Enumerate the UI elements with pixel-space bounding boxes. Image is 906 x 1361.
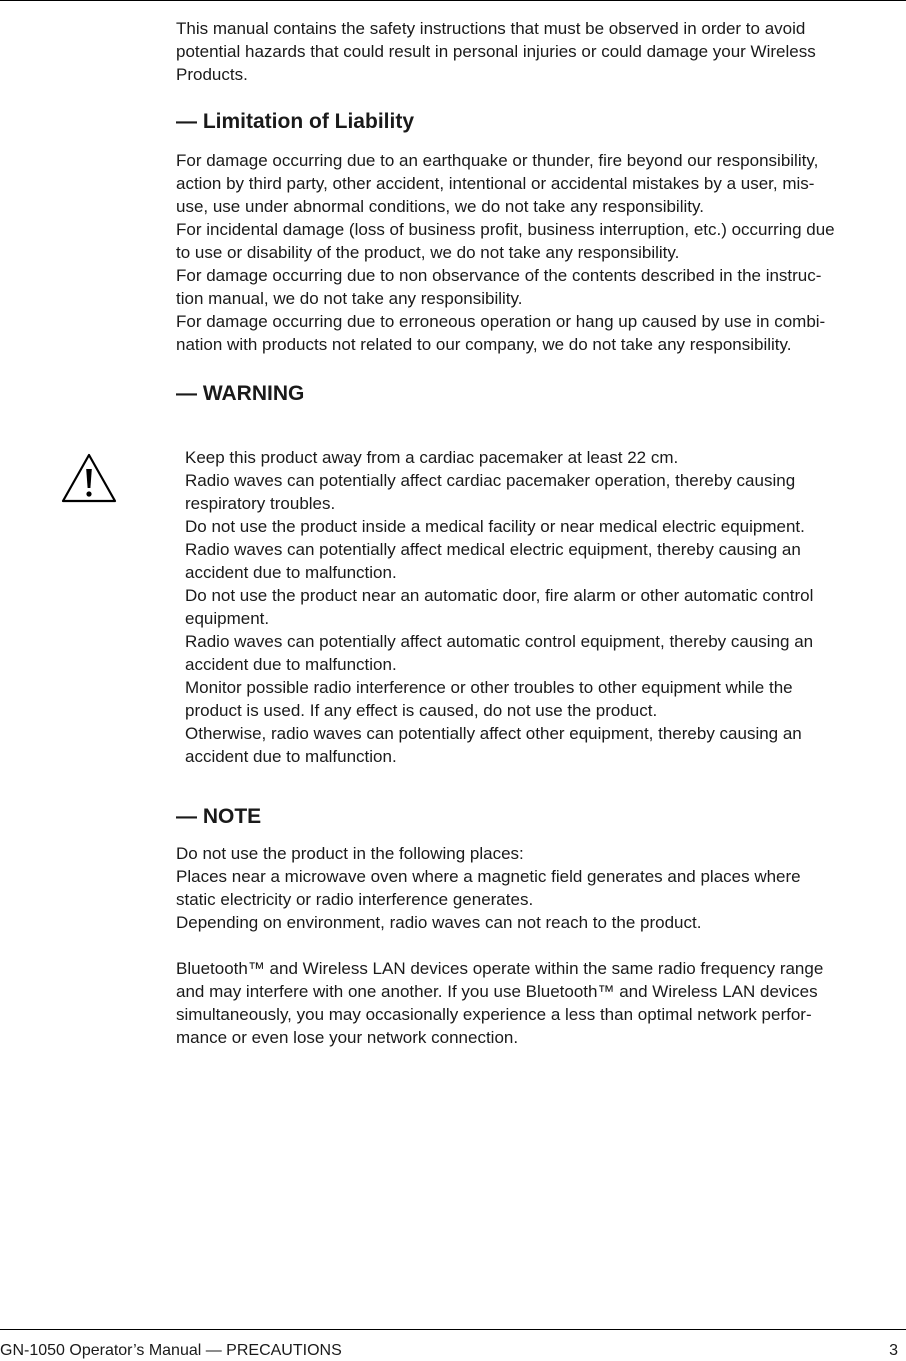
note-line: Bluetooth™ and Wireless LAN devices operate within the same radio frequency range [176,959,824,978]
main-content [176,17,896,407]
warning-line: Radio waves can potentially affect cardiac pacemaker operation, thereby causing [185,471,796,490]
warning-paragraph [185,446,900,768]
liability-heading: — Limitation of Liability [176,110,414,133]
warning-line: Do not use the product inside a medical facility or near medical electric equipment. [185,517,805,536]
warning-heading: — WARNING [176,382,305,405]
liability-line: tion manual, we do not take any responsibility. [176,289,523,308]
warning-line: Radio waves can potentially affect medical electric equipment, thereby causing an [185,540,801,559]
intro-line: Products. [176,65,248,84]
liability-line: use, use under abnormal conditions, we do not take any responsibility. [176,197,704,216]
intro-line: potential hazards that could result in personal injuries or could damage your Wireless [176,42,816,61]
liability-line: action by third party, other accident, intentional or accidental mistakes by a user, mis- [176,174,815,193]
note-line: simultaneously, you may occasionally experience a less than optimal network perfor- [176,1005,812,1024]
warning-line: equipment. [185,609,270,628]
warning-line: Monitor possible radio interference or other troubles to other equipment while the [185,678,793,697]
note-line: Depending on environment, radio waves can not reach to the product. [176,913,702,932]
warning-line: accident due to malfunction. [185,563,397,582]
top-divider [0,0,906,1]
note-line: static electricity or radio interference generates. [176,890,534,909]
warning-triangle-icon [60,452,118,504]
footer-divider [0,1329,906,1330]
page-number: 3 [889,1342,898,1359]
warning-line: Keep this product away from a cardiac pacemaker at least 22 cm. [185,448,679,467]
warning-line: Otherwise, radio waves can potentially affect other equipment, thereby causing an [185,724,802,743]
note-line: mance or even lose your network connection. [176,1028,519,1047]
note-line: Places near a microwave oven where a magnetic field generates and places where [176,867,801,886]
footer-title: GN-1050 Operator’s Manual — PRECAUTIONS [0,1342,342,1359]
note-line: Do not use the product in the following places: [176,844,524,863]
paragraph-spacer [176,934,896,957]
liability-paragraph [176,149,896,356]
warning-line: respiratory troubles. [185,494,336,513]
liability-line: to use or disability of the product, we do not take any responsibility. [176,243,680,262]
liability-line: nation with products not related to our company, we do not take any responsibility. [176,335,792,354]
intro-paragraph [176,17,896,86]
liability-line: For damage occurring due to non observance of the contents described in the instruc- [176,266,822,285]
warning-line: accident due to malfunction. [185,747,397,766]
note-heading: — NOTE [176,805,262,828]
warning-line: Do not use the product near an automatic door, fire alarm or other automatic control [185,586,814,605]
warning-line: Radio waves can potentially affect automatic control equipment, thereby causing an [185,632,814,651]
note-paragraph [176,842,896,1049]
warning-line: product is used. If any effect is caused, do not use the product. [185,701,658,720]
note-line: and may interfere with one another. If you use Bluetooth™ and Wireless LAN devices [176,982,818,1001]
warning-line: accident due to malfunction. [185,655,397,674]
liability-line: For damage occurring due to erroneous operation or hang up caused by use in combi- [176,312,826,331]
liability-line: For damage occurring due to an earthquake or thunder, fire beyond our responsibility, [176,151,819,170]
liability-line: For incidental damage (loss of business profit, business interruption, etc.) occurring due [176,220,835,239]
note-heading-wrapper [176,804,261,830]
intro-line: This manual contains the safety instructions that must be observed in order to avoid [176,19,806,38]
